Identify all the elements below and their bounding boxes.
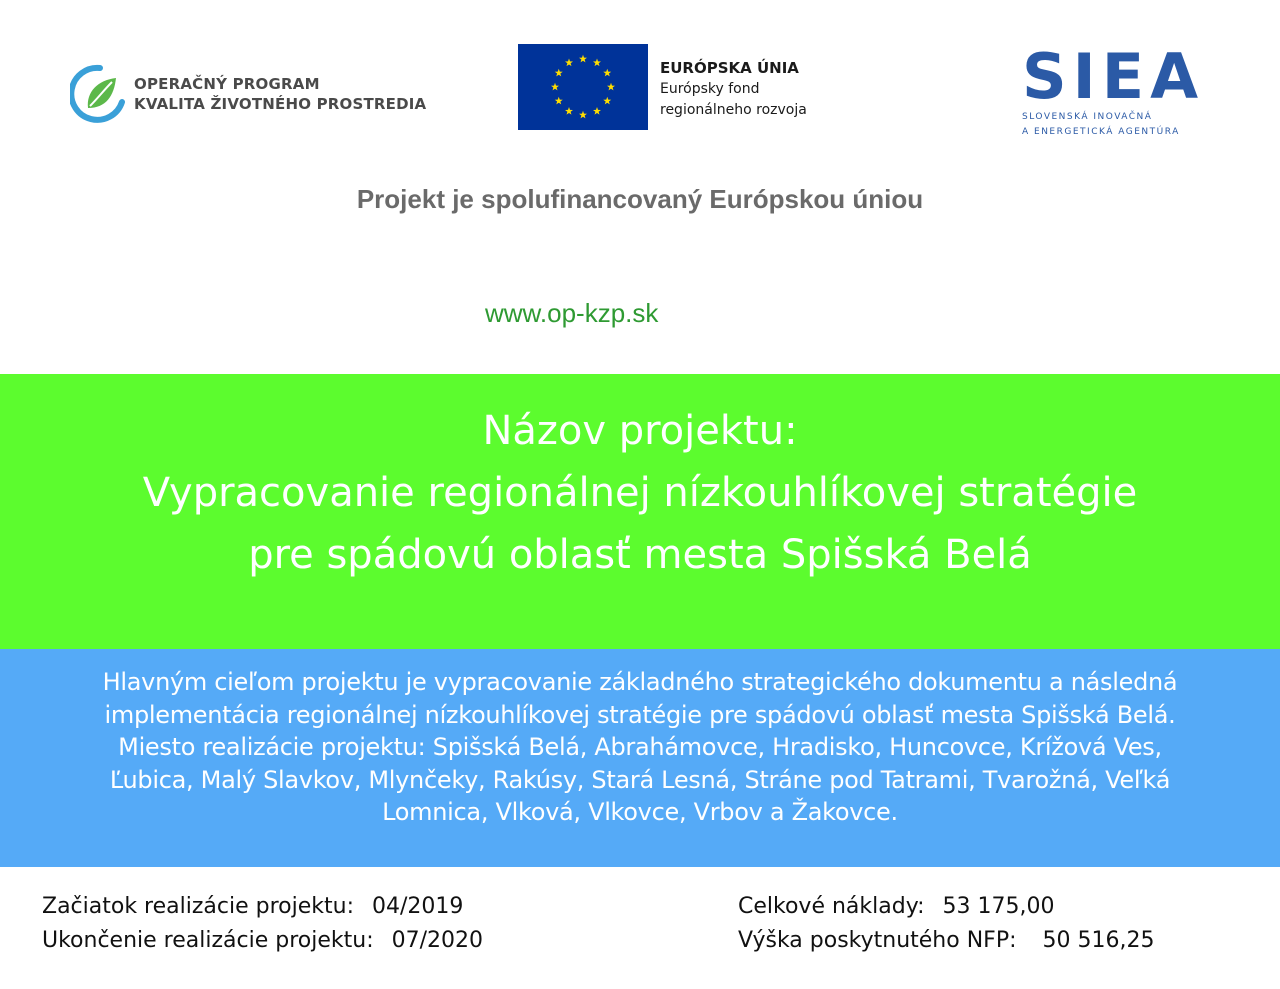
description-line: Lomnica, Vlková, Vlkovce, Vrbov a Žakovce. [382, 798, 898, 826]
end-row [42, 924, 483, 958]
cost-value: 53 175,00 [942, 894, 1055, 919]
cofinanced-text: Projekt je spolufinancovaný Európskou úniou [356, 184, 924, 214]
start-row [42, 890, 463, 924]
project-description-band [0, 649, 1280, 867]
cost-row [738, 890, 1055, 924]
start-value: 04/2019 [372, 894, 464, 919]
project-title-band [0, 374, 1280, 649]
eu-fund-line2: regionálneho rozvoja [660, 102, 807, 118]
project-details [0, 890, 1280, 989]
logo-row [0, 0, 1280, 170]
op-kzp-line1: OPERAČNÝ PROGRAM [134, 75, 320, 93]
project-title-line2: pre spádovú oblasť mesta Spišská Belá [248, 532, 1032, 578]
nfp-label: Výška poskytnutého NFP: [738, 928, 1017, 953]
eu-title: EURÓPSKA ÚNIA [660, 59, 799, 77]
start-label: Začiatok realizácie projektu: [42, 894, 354, 919]
siea-sub-line2: A ENERGETICKÁ AGENTÚRA [1022, 127, 1180, 137]
nfp-row [738, 924, 1154, 958]
end-label: Ukončenie realizácie projektu: [42, 928, 374, 953]
nfp-value: 50 516,25 [1042, 928, 1155, 953]
op-kzp-leaf-icon [70, 62, 126, 126]
op-kzp-text [134, 74, 426, 114]
description-line: implementácia regionálnej nízkouhlíkovej stratégie pre spádovú oblasť mesta Spišská Belá. [104, 700, 1176, 729]
siea-wordmark: SIEA [1022, 40, 1205, 113]
siea-sub-line1: SLOVENSKÁ INOVAČNÁ [1022, 112, 1153, 122]
eu-text [660, 53, 807, 121]
description-line: Hlavným cieľom projektu je vypracovanie základného strategického dokumentu a následná [102, 668, 1178, 696]
eu-logo [518, 44, 807, 130]
op-kzp-line2: KVALITA ŽIVOTNÉHO PROSTREDIA [134, 95, 427, 113]
end-value: 07/2020 [391, 928, 484, 953]
project-title-label: Názov projektu: [482, 408, 798, 454]
eu-flag-icon [518, 44, 648, 130]
description-line: Miesto realizácie projektu: Spišská Belá, Abrahámovce, Hradisko, Huncovce, Krížová Ves, [118, 733, 1162, 761]
project-title-line1: Vypracovanie regionálnej nízkouhlíkovej stratégie [142, 470, 1138, 516]
description-line: Ľubica, Malý Slavkov, Mlynčeky, Rakúsy, Stará Lesná, Stráne pod Tatrami, Tvarožná, Veľká [109, 765, 1171, 794]
eu-fund-line1: Európsky fond [660, 81, 760, 97]
op-kzp-logo [70, 62, 426, 126]
siea-logo [1022, 40, 1222, 138]
cost-label: Celkové náklady: [738, 894, 925, 919]
website-link[interactable]: www.op-kzp.sk [485, 298, 659, 328]
